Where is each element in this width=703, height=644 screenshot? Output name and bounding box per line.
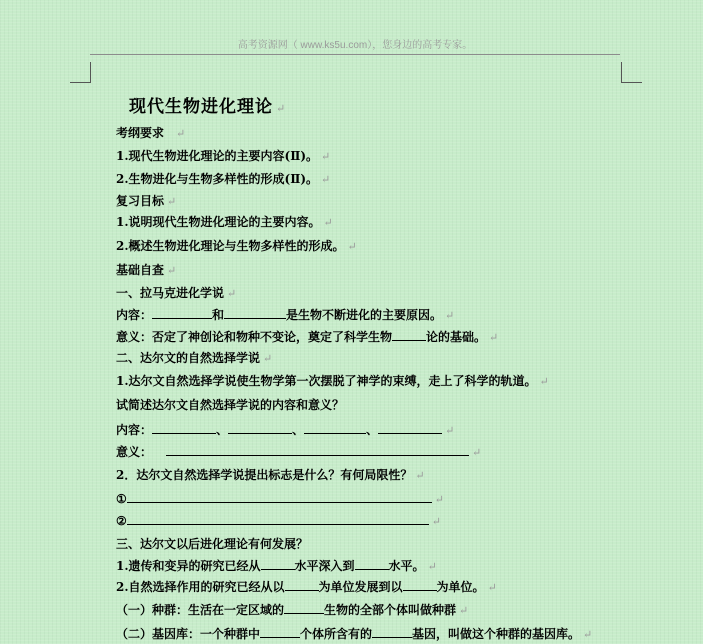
answer-line-1: ① ↵ (116, 492, 444, 506)
blank-field[interactable] (224, 306, 286, 319)
darwin-point-1: 1.达尔文自然选择学说使生物学第一次摆脱了神学的束缚，走上了科学的轨道。 ↵ (116, 374, 549, 388)
blank-field[interactable] (284, 601, 324, 614)
gene-pool-definition: （二）基因库：一个种群中 个体所含有的 基因，叫做这个种群的基因库。 ↵ (116, 627, 593, 641)
blank-field[interactable] (355, 557, 389, 570)
darwin-question: 试简述达尔文自然选择学说的内容和意义？ (116, 398, 345, 412)
page-header: 高考资源网（ www.ks5u.com），您身边的高考专家。 (237, 40, 473, 51)
development-2: 2.自然选择作用的研究已经从以 为单位发展到以 为单位。 ↵ (116, 580, 497, 594)
blank-field[interactable] (127, 490, 432, 503)
answer-line-2: ② ↵ (116, 514, 441, 528)
blank-field[interactable] (152, 306, 212, 319)
document-title: 现代生物进化理论 ↵ (129, 97, 287, 117)
blank-field[interactable] (378, 421, 442, 434)
blank-field[interactable] (166, 443, 469, 456)
darwin-content-line: 内容： 、 、 、 ↵ (116, 423, 455, 437)
heading-lamarck: 一、拉马克进化学说 ↵ (116, 286, 237, 300)
heading-after-darwin: 三、达尔文以后进化理论有何发展？ (116, 537, 309, 551)
section-review-goals: 复习目标 ↵ (116, 194, 177, 208)
lamarck-meaning-line: 意义：否定了神创论和物种不变论，奠定了科学生物 论的基础。 ↵ (116, 330, 499, 344)
goal-2: 2.概述生物进化理论与生物多样性的形成。 ↵ (116, 239, 357, 253)
blank-field[interactable] (127, 512, 429, 525)
return-mark: ↵ (276, 102, 287, 115)
goal-1: 1.说明现代生物进化理论的主要内容。 ↵ (116, 215, 333, 229)
blank-field[interactable] (372, 625, 412, 638)
blank-field[interactable] (261, 557, 295, 570)
header-rule (90, 54, 620, 55)
darwin-meaning-line: 意义： ↵ (116, 445, 482, 459)
population-definition: （一）种群：生活在一定区域的 生物的全部个体叫做种群 ↵ (116, 603, 469, 617)
section-exam-requirements: 考纲要求 ↵ (116, 126, 186, 140)
darwin-point-2: 2．达尔文自然选择学说提出标志是什么？有何局限性？ ↵ (116, 468, 425, 482)
crop-mark-left (70, 62, 91, 83)
blank-field[interactable] (392, 328, 426, 341)
development-1: 1.遗传和变异的研究已经从 水平深入到 水平。 ↵ (116, 559, 437, 573)
blank-field[interactable] (304, 421, 366, 434)
crop-mark-right (621, 62, 642, 83)
requirement-2: 2.生物进化与生物多样性的形成(Ⅱ)。 ↵ (116, 172, 331, 186)
blank-field[interactable] (152, 421, 216, 434)
blank-field[interactable] (228, 421, 292, 434)
blank-field[interactable] (285, 578, 319, 591)
requirement-1: 1.现代生物进化理论的主要内容(Ⅱ)。 ↵ (116, 149, 331, 163)
blank-field[interactable] (260, 625, 300, 638)
heading-darwin: 二、达尔文的自然选择学说 ↵ (116, 351, 273, 365)
section-self-check: 基础自查 ↵ (116, 263, 177, 277)
blank-field[interactable] (403, 578, 437, 591)
lamarck-content-line: 内容： 和 是生物不断进化的主要原因。 ↵ (116, 308, 455, 322)
